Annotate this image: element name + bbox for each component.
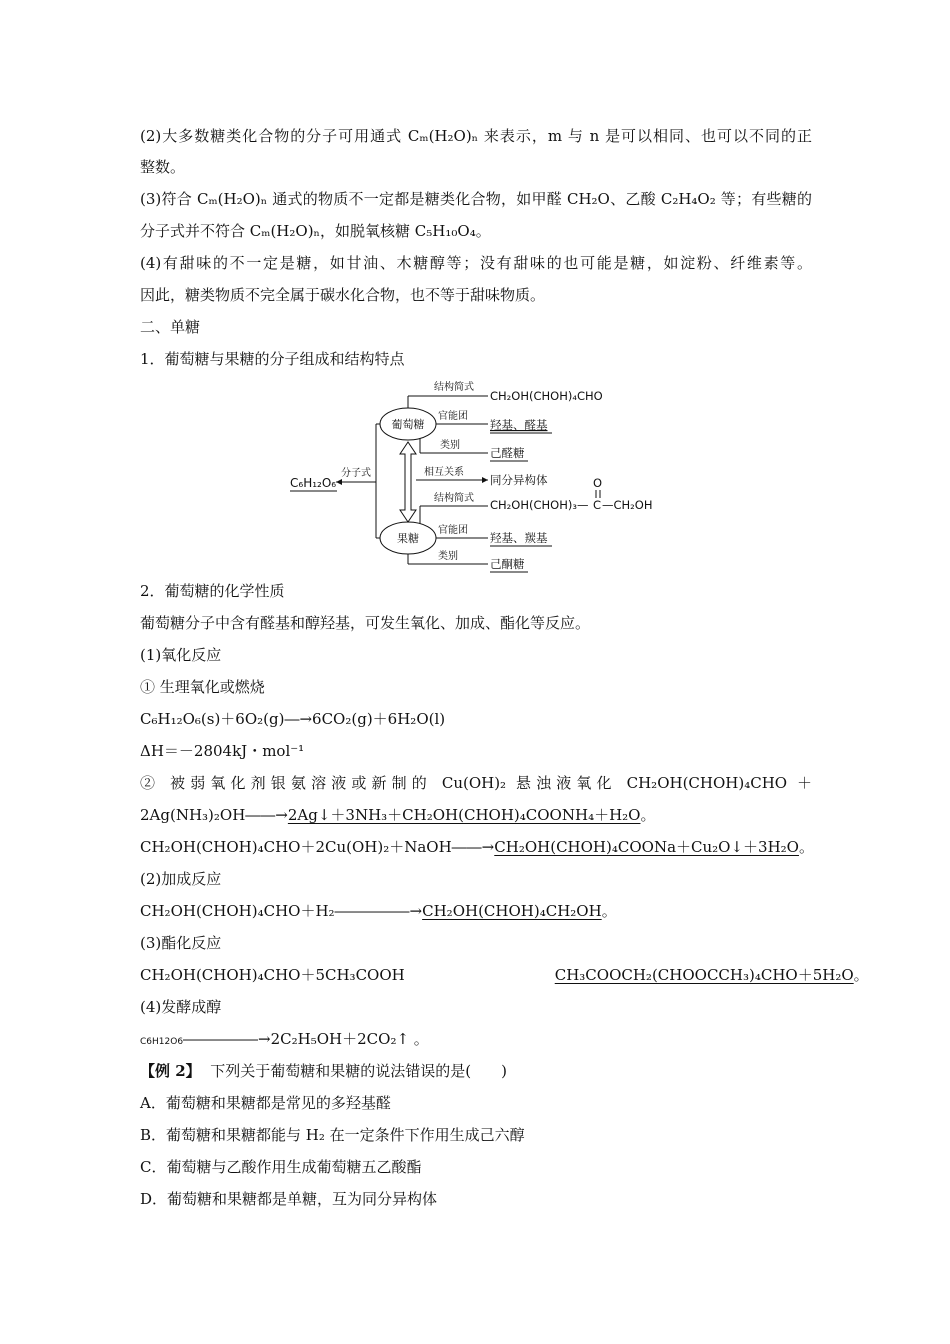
silver-mirror-products: 2Ag↓＋3NH₃＋CH₂OH(CHOH)₄COONH₄＋H₂O [287, 806, 641, 824]
example-tag: 【例 2】 [140, 1062, 201, 1080]
paragraph-2-line-1: (2)大多数糖类化合物的分子可用通式 Cₘ(H₂O)ₙ 来表示，m 与 n 是可以相同、也可以不同的正 [140, 127, 812, 145]
section-heading-monosaccharide: 二、单糖 [140, 318, 201, 336]
relation-label: 相互关系 [424, 467, 464, 478]
fermentation-equation [140, 1028, 429, 1053]
option-a: A．葡萄糖和果糖都是常见的多羟基醛 [140, 1094, 391, 1112]
option-b: B．葡萄糖和果糖都能与 H₂ 在一定条件下作用生成己六醇 [140, 1126, 525, 1144]
relation-arrowhead [482, 477, 488, 483]
oxidation-sub-1: ① 生理氧化或燃烧 [140, 678, 265, 696]
esterification-reactants: CH₂OH(CHOH)₄CHO＋5CH₃COOH [140, 966, 405, 984]
combustion-equation: C₆H₁₂O₆(s)＋6O₂(g)―→6CO₂(g)＋6H₂O(l) [140, 710, 446, 728]
option-c: C．葡萄糖与乙酸作用生成葡萄糖五乙酸酯 [140, 1158, 422, 1176]
glucose-fg-label: 官能团 [438, 411, 468, 422]
example-stem: 下列关于葡萄糖和果糖的说法错误的是( ) [210, 1062, 507, 1080]
fructose-class-label: 类别 [438, 551, 458, 562]
glucose-fg-value: 羟基、醛基 [490, 418, 548, 432]
diagram-formula-label: 分子式 [341, 468, 371, 479]
chemical-properties-intro: 葡萄糖分子中含有醛基和醇羟基，可发生氧化、加成、酯化等反应。 [140, 614, 591, 632]
fructose-struct-post: —CH₂OH [602, 498, 653, 512]
glucose-class-value: 己醛糖 [490, 446, 525, 460]
addition-equation [140, 900, 617, 922]
fructose-struct-pre: CH₂OH(CHOH)₃— [490, 498, 589, 512]
fructose-fg-value: 羟基、羰基 [490, 531, 548, 545]
esterification-end: 。 [853, 966, 869, 984]
paragraph-3-line-2: 分子式并不符合 Cₘ(H₂O)ₙ，如脱氧核糖 C₅H₁₀O₄。 [140, 222, 491, 240]
esterification-equation [140, 964, 869, 986]
glucose-label: 葡萄糖 [391, 418, 425, 431]
addition-products: CH₂OH(CHOH)₄CH₂OH [422, 902, 602, 920]
paragraph-2-line-2: 整数。 [140, 158, 186, 176]
fermentation-reactant: C6H12O6 [140, 1037, 184, 1047]
oxidation-sub-2-line-1: ② 被弱氧化剂银氨溶液或新制的 Cu(OH)₂ 悬浊液氧化 CH₂OH(CHOH)₄CHO ＋ [140, 774, 812, 792]
oxidation-heading: (1)氧化反应 [140, 646, 222, 664]
paragraph-4-line-1: (4)有甜味的不一定是糖，如甘油、木糖醇等；没有甜味的也可能是糖，如淀粉、纤维素等。 [140, 254, 812, 272]
glucose-struct-label: 结构简式 [434, 382, 474, 393]
copper-end: 。 [798, 838, 814, 856]
diagram-formula-arrowhead [336, 479, 342, 485]
fructose-struct-label: 结构简式 [434, 493, 474, 504]
fructose-struct-carbonyl-o: O [593, 476, 603, 490]
esterification-products: CH₃COOCH₂(CHOOCCH₃)₄CHO＋5H₂O [554, 966, 854, 984]
copper-products: CH₂OH(CHOH)₄COONa＋Cu₂O↓＋3H₂O [494, 838, 799, 856]
fructose-label: 果糖 [397, 532, 419, 545]
fructose-struct-carbonyl-c: C [593, 498, 602, 512]
esterification-heading: (3)酯化反应 [140, 934, 222, 952]
addition-reactants: CH₂OH(CHOH)₄CHO＋H₂―――――→ [140, 902, 423, 920]
relation-double-arrow [400, 442, 416, 522]
silver-mirror-equation [140, 804, 656, 826]
example-question [140, 1060, 507, 1082]
item-1-heading: 1．葡萄糖与果糖的分子组成和结构特点 [140, 350, 405, 368]
enthalpy-change: ΔH＝－2804kJ・mol⁻¹ [140, 742, 305, 760]
fructose-class-value: 己酮糖 [490, 557, 525, 571]
copper-reactants: CH₂OH(CHOH)₄CHO＋2Cu(OH)₂＋NaOH――→ [140, 838, 495, 856]
option-d: D．葡萄糖和果糖都是单糖，互为同分异构体 [140, 1190, 438, 1208]
glucose-struct-value: CH₂OH(CHOH)₄CHO [490, 389, 603, 403]
item-2-heading: 2．葡萄糖的化学性质 [140, 582, 285, 600]
paragraph-4-line-2: 因此，糖类物质不完全属于碳水化合物，也不等于甜味物质。 [140, 286, 546, 304]
diagram-formula: C₆H₁₂O₆ [290, 476, 337, 490]
fermentation-heading: (4)发酵成醇 [140, 998, 222, 1016]
copper-hydroxide-equation [140, 836, 814, 858]
silver-mirror-reactants: 2Ag(NH₃)₂OH――→ [140, 806, 288, 824]
addition-heading: (2)加成反应 [140, 870, 222, 888]
glucose-fructose-diagram [280, 376, 680, 576]
fructose-fg-label: 官能团 [438, 525, 468, 536]
silver-mirror-end: 。 [640, 806, 656, 824]
relation-value: 同分异构体 [490, 473, 548, 487]
glucose-class-label: 类别 [440, 440, 460, 451]
paragraph-3-line-1: (3)符合 Cₘ(H₂O)ₙ 通式的物质不一定都是糖类化合物，如甲醛 CH₂O、乙酸 C₂H₄O₂ 等；有些糖的 [140, 190, 812, 208]
addition-end: 。 [601, 902, 617, 920]
fermentation-products: ―――――→2C₂H₅OH＋2CO₂↑ 。 [183, 1030, 429, 1048]
